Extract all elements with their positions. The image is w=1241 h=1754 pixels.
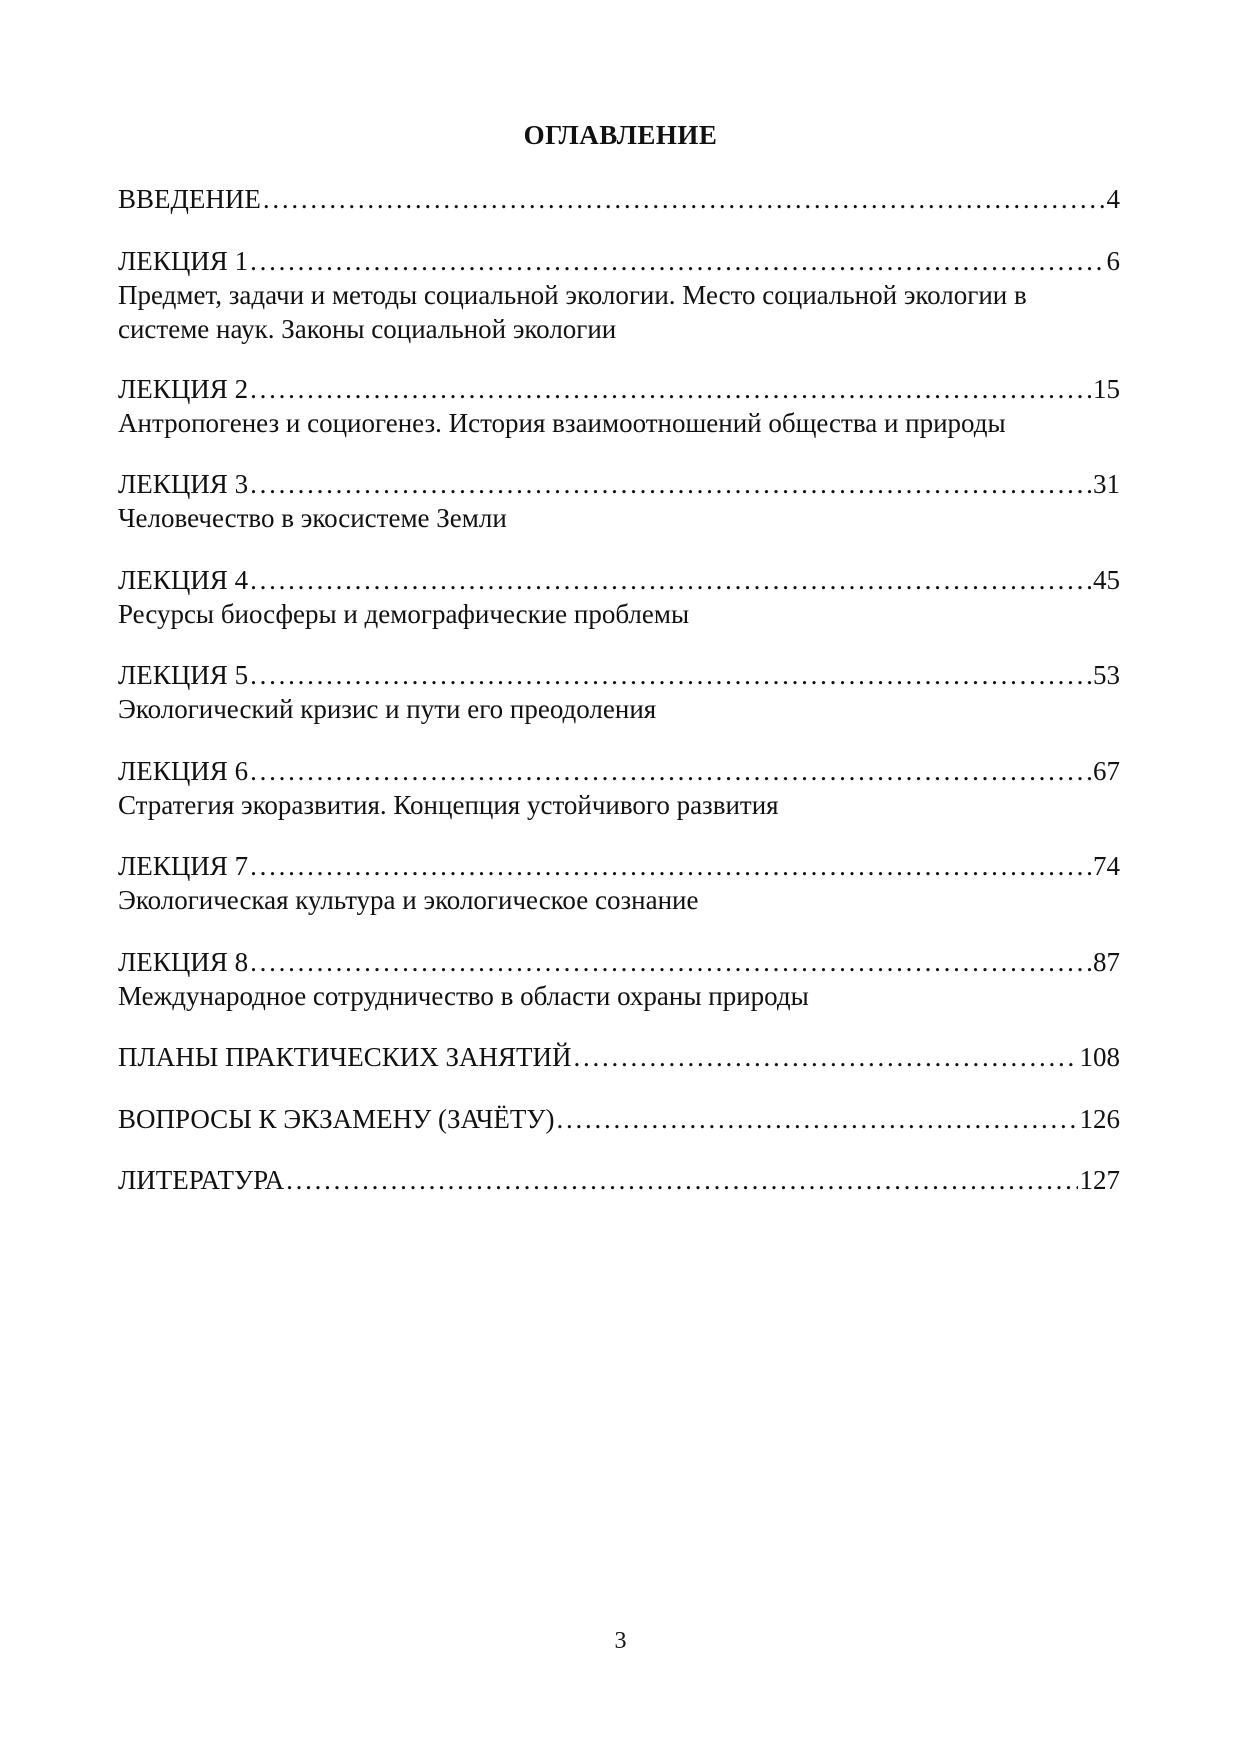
toc-entry-page: 4: [1106, 184, 1120, 214]
toc-entry-page: 67: [1093, 756, 1120, 786]
toc-entry-subtitle: Антропогенез и социогенез. История взаимоотношений общества и природы: [118, 408, 1006, 438]
toc-entry-page: 45: [1093, 565, 1120, 595]
toc-entry-lecture-4[interactable]: [118, 563, 1120, 631]
toc-entry-page: 87: [1093, 947, 1120, 977]
page-number: 3: [614, 1628, 627, 1654]
toc-entry-label: ЛЕКЦИЯ 2: [118, 374, 249, 404]
toc-entry-lecture-5[interactable]: [118, 658, 1120, 726]
toc-entry-exam-questions[interactable]: [118, 1102, 1120, 1136]
toc-entry-row: [118, 563, 1120, 597]
toc-heading: ОГЛАВЛЕНИЕ: [523, 120, 718, 150]
toc-entry-subtitle: Стратегия экоразвития. Концепция устойчивого развития: [118, 790, 779, 820]
dot-leader: [250, 849, 1091, 883]
toc-entry-lecture-3[interactable]: [118, 467, 1120, 535]
dot-leader: [250, 658, 1091, 692]
toc-entry-subtitle: Экологический кризис и пути его преодоления: [118, 694, 657, 724]
toc-entry-row: [118, 372, 1120, 406]
dot-leader: [250, 244, 1104, 278]
toc-entry-label: ЛЕКЦИЯ 5: [118, 660, 249, 690]
toc-entry-lecture-1[interactable]: [118, 244, 1120, 346]
toc-entry-practical-plans[interactable]: [118, 1040, 1120, 1074]
toc-entry-label: ВВЕДЕНИЕ: [118, 184, 261, 214]
toc-entry-subtitle: Предмет, задачи и методы социальной экологии. Место социальной экологии в системе наук. Законы социальной экологии: [118, 280, 1027, 344]
dot-leader: [286, 1163, 1077, 1197]
toc-entry-page: 126: [1079, 1104, 1120, 1134]
toc-entry-subtitle: Международное сотрудничество в области охраны природы: [118, 981, 809, 1011]
toc-entry-row: [118, 244, 1120, 278]
toc-entry-subtitle: Экологическая культура и экологическое сознание: [118, 885, 699, 915]
toc-entry-row: [118, 1102, 1120, 1136]
dot-leader: [250, 467, 1091, 501]
toc-entry-lecture-8[interactable]: [118, 945, 1120, 1013]
dot-leader: [250, 372, 1091, 406]
toc-entry-row: [118, 1040, 1120, 1074]
toc-entry-page: 6: [1106, 246, 1120, 276]
toc-entry-subtitle: Ресурсы биосферы и демографические проблемы: [118, 599, 690, 629]
toc-entry-page: 31: [1093, 469, 1120, 499]
toc-entry-row: [118, 754, 1120, 788]
dot-leader: [250, 945, 1091, 979]
toc-entry-page: 15: [1093, 374, 1120, 404]
toc-entry-row: [118, 849, 1120, 883]
dot-leader: [574, 1040, 1078, 1074]
dot-leader: [263, 182, 1105, 216]
toc-entry-label: ЛЕКЦИЯ 1: [118, 246, 249, 276]
toc-entry-page: 74: [1093, 851, 1120, 881]
dot-leader: [250, 563, 1091, 597]
toc-entry-row: [118, 945, 1120, 979]
toc-entry-label: ЛЕКЦИЯ 3: [118, 469, 249, 499]
toc-entry-label: ЛИТЕРАТУРА: [118, 1165, 285, 1195]
toc-entry-row: [118, 182, 1120, 216]
toc-entry-lecture-7[interactable]: [118, 849, 1120, 917]
toc-entry-row: [118, 467, 1120, 501]
toc-entry-label: ЛЕКЦИЯ 4: [118, 565, 249, 595]
toc-entry-label: ЛЕКЦИЯ 6: [118, 756, 249, 786]
toc-entry-page: 127: [1079, 1165, 1120, 1195]
toc-entry-page: 53: [1093, 660, 1120, 690]
toc-entry-label: ВОПРОСЫ К ЭКЗАМЕНУ (ЗАЧЁТУ): [118, 1104, 555, 1134]
toc-entry-lecture-6[interactable]: [118, 754, 1120, 822]
dot-leader: [557, 1102, 1078, 1136]
toc-entry-row: [118, 658, 1120, 692]
dot-leader: [250, 754, 1091, 788]
toc-entry-literature[interactable]: [118, 1163, 1120, 1197]
toc-entry-lecture-2[interactable]: [118, 372, 1120, 440]
toc-entry-label: ЛЕКЦИЯ 7: [118, 851, 249, 881]
toc-entry-row: [118, 1163, 1120, 1197]
toc-entry-label: ПЛАНЫ ПРАКТИЧЕСКИХ ЗАНЯТИЙ: [118, 1042, 572, 1072]
toc-entry-page: 108: [1079, 1042, 1120, 1072]
toc-entry-subtitle: Человечество в экосистеме Земли: [118, 503, 507, 533]
toc-entry-label: ЛЕКЦИЯ 8: [118, 947, 249, 977]
toc-entry-introduction[interactable]: [118, 182, 1120, 216]
